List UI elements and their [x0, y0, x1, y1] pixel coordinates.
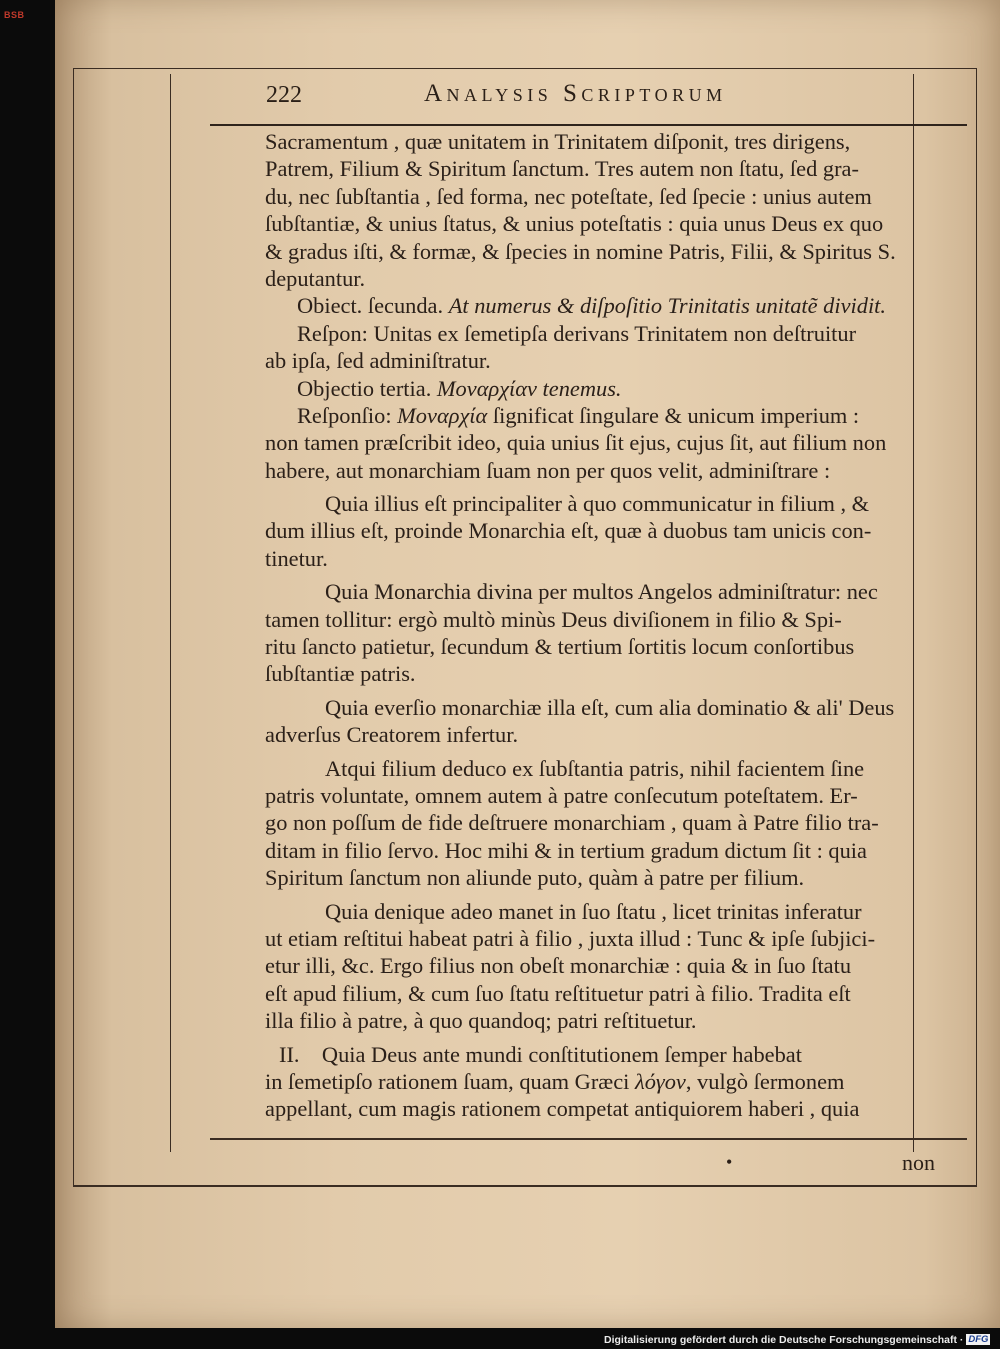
text-line: eſt apud filium, & cum ſuo ſtatu reſtituetur patri à filio. Tradita eſt — [265, 980, 851, 1006]
text-line: Quia illius eſt principaliter à quo communicatur in filium , & — [325, 491, 870, 517]
text-line: non tamen præſcribit ideo, quia unius ſit ejus, cujus ſit, aut filium non — [265, 430, 887, 456]
text-line: ſubſtantiæ patris. — [265, 661, 416, 687]
text-line: Quia denique adeo manet in ſuo ſtatu , licet trinitas inferatur — [325, 898, 862, 924]
text-line: ſubſtantiæ, & unius ſtatus, & unius poteſtatis : quia unus Deus ex quo — [265, 211, 884, 237]
section-number: II. — [279, 1041, 300, 1067]
text-line: Quia Monarchia divina per multos Angelos adminiſtratur: nec — [325, 579, 878, 605]
text-line: adverſus Creatorem infertur. — [265, 722, 519, 748]
response-label: Reſponſio: — [297, 402, 392, 428]
text-line: illa filio à patre, à quo quandoq; patri reſtituetur. — [265, 1008, 697, 1034]
text-line: tinetur. — [265, 545, 328, 571]
text-line: in ſemetipſo rationem ſuam, quam Græci λόγον, vulgò ſermonem — [265, 1068, 845, 1094]
text-line: go non poſſum de fide deſtruere monarchiam , quam à Patre filio tra- — [265, 810, 879, 836]
text-line: Reſpon: Unitas ex ſemetipſa derivans Trinitatem non deſtruitur — [297, 320, 857, 346]
greek-word: λόγον — [635, 1068, 686, 1094]
text-line — [265, 375, 970, 402]
text-line: Spiritum ſanctum non aliunde puto, quàm à patre per filium. — [265, 865, 805, 891]
text-line: habere, aut monarchiam ſuam non per quos velit, adminiſtrare : — [265, 457, 831, 483]
text-line: Quia everſio monarchiæ illa eſt, cum alia dominatio & ali' Deus — [325, 694, 895, 720]
page-number: 222 — [266, 82, 302, 108]
text-line: Sacramentum , quæ unitatem in Trinitatem diſponit, tres dirigens, — [265, 129, 851, 154]
objection-label: Obiect. ſecunda. — [297, 293, 444, 319]
response-text: ſignificat ſingulare & unicum imperium : — [492, 402, 860, 428]
text-line — [265, 1041, 970, 1068]
footer-rule — [210, 1138, 967, 1140]
text-line: Atqui filium deduco ex ſubſtantia patris, nihil facientem ſine — [325, 755, 865, 781]
catchword: non — [902, 1150, 935, 1175]
funding-note: Digitalisierung gefördert durch die Deutsche Forschungsgemeinschaft · DFG — [604, 1334, 989, 1346]
text-line: Patrem, Filium & Spiritum ſanctum. Tres autem non ſtatu, ſed gra- — [265, 156, 859, 182]
greek-word: Μοναρχία — [397, 402, 488, 428]
text-line: ritu ſancto patietur, ſecundum & tertium ſortitis locum conſortibus — [265, 634, 855, 660]
objection-quote: Μοναρχίαν tenemus. — [436, 375, 622, 401]
library-mark: BSB — [4, 10, 25, 20]
running-head: Analysis Scriptorum — [424, 80, 727, 107]
text-line: deputantur. — [265, 265, 366, 291]
text-line: & gradus iſti, & formæ, & ſpecies in nomine Patris, Filii, & Spiritus S. — [265, 238, 896, 264]
text-line — [265, 402, 970, 429]
text-line: tamen tollitur: ergò multò minùs Deus diviſionem in filio & Spi- — [265, 606, 842, 632]
objection-quote: At numerus & diſpoſitio Trinitatis unitatẽ dividit. — [448, 293, 886, 319]
text-line: etur illi, &c. Ergo filius non obeſt monarchiæ : quia & in ſuo ſtatu — [265, 953, 852, 979]
text-line: appellant, cum magis rationem competat antiquiorem haberi , quia — [265, 1096, 860, 1122]
header-rule — [210, 124, 967, 126]
section-text: Quia Deus ante mundi conſtitutionem ſemper habebat — [321, 1041, 802, 1067]
text-line — [265, 292, 970, 319]
objection-label: Objectio tertia. — [297, 375, 432, 401]
signature-mark: • — [726, 1152, 733, 1172]
dfg-logo: DFG — [968, 1334, 989, 1345]
body-text — [265, 128, 970, 1123]
text-line: du, nec ſubſtantia , ſed forma, nec poteſtate, ſed ſpecie : unius autem — [265, 183, 872, 209]
text-line: ab ipſa, ſed adminiſtratur. — [265, 348, 491, 374]
text-line: dum illius eſt, proinde Monarchia eſt, quæ à duobus tam unicis con- — [265, 518, 872, 544]
text-line: ut etiam reſtitui habeat patri à filio , juxta illud : Tunc & ipſe ſubjici- — [265, 925, 876, 951]
text-line: ditam in filio ſervo. Hoc mihi & in tertium gradum dictum ſit : quia — [265, 837, 867, 863]
text-line: patris voluntate, omnem autem à patre conſecutum poteſtatem. Er- — [265, 782, 858, 808]
